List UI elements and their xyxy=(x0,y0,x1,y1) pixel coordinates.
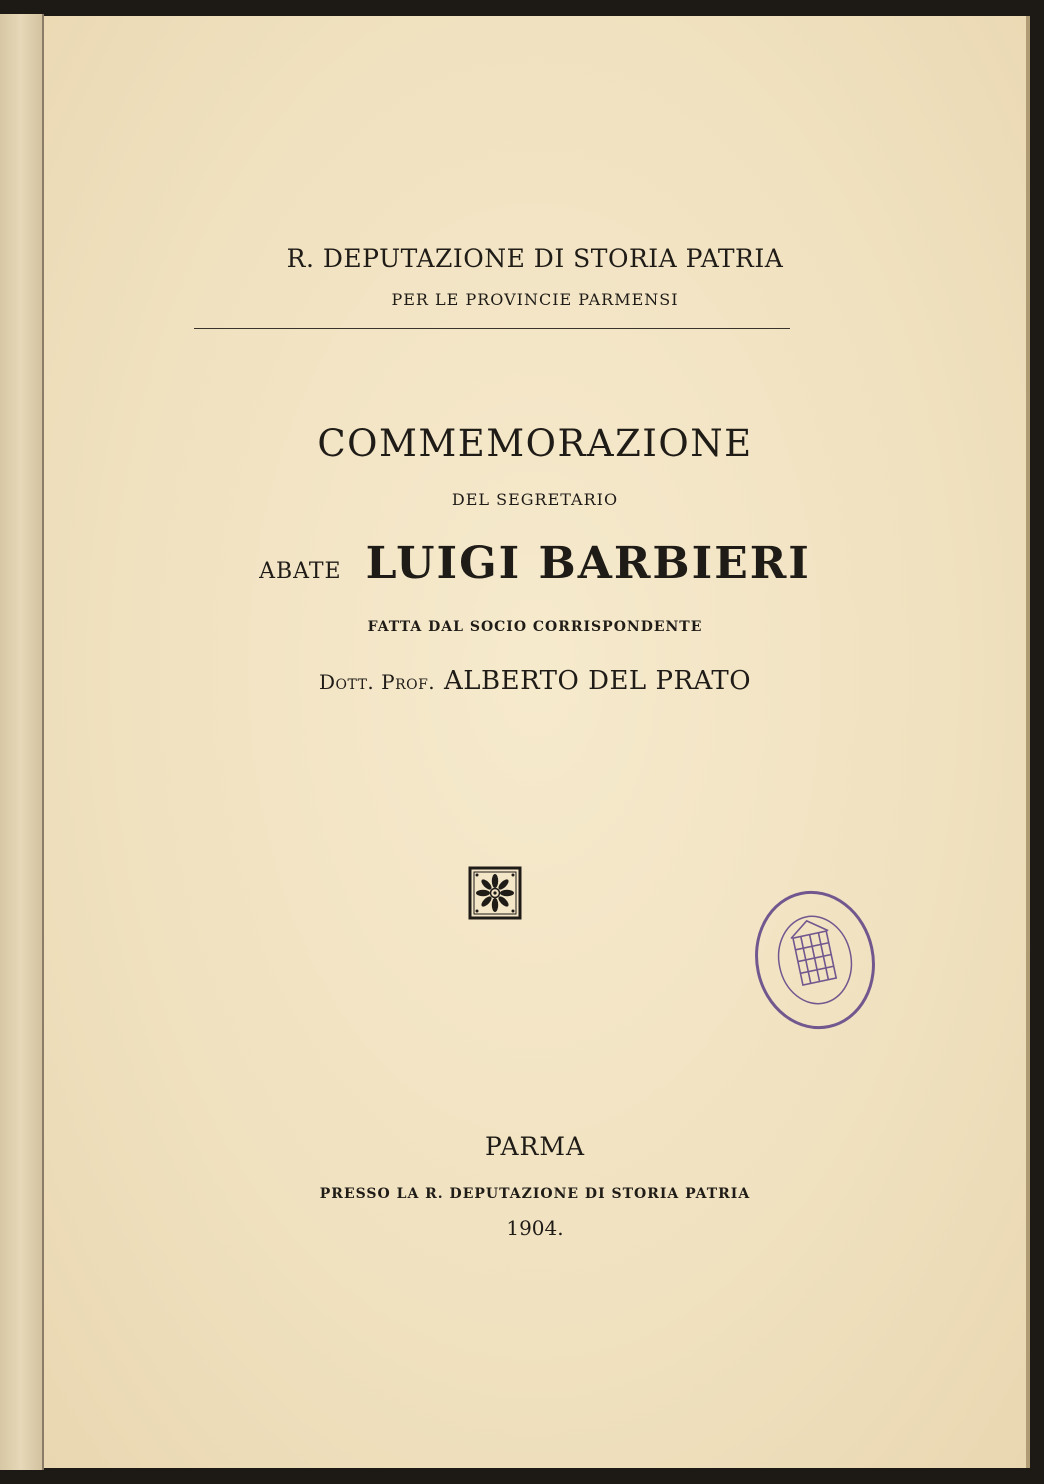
header-line-1: R. DEPUTAZIONE DI STORIA PATRIA xyxy=(286,244,784,273)
library-stamp xyxy=(748,884,882,1036)
title-main: COMMEMORAZIONE xyxy=(317,422,753,465)
subject-prefix: ABATE xyxy=(259,559,342,584)
author-titles: Dott. Prof. xyxy=(318,670,436,694)
page-edge xyxy=(1026,16,1030,1468)
imprint-year: 1904. xyxy=(506,1216,564,1240)
author-intro: FATTA DAL SOCIO CORRISPONDENTE xyxy=(367,619,703,635)
imprint-city: PARMA xyxy=(484,1132,586,1161)
header-line-2: PER LE PROVINCIE PARMENSI xyxy=(391,290,679,309)
rosette-ornament-icon xyxy=(468,866,522,920)
title-page xyxy=(44,16,1026,1468)
imprint-publisher: PRESSO LA R. DEPUTAZIONE DI STORIA PATRIA xyxy=(319,1186,751,1202)
subject-line xyxy=(44,538,1026,589)
author-line xyxy=(44,666,1026,696)
title-sub: DEL SEGRETARIO xyxy=(451,490,619,509)
book-spine-edge xyxy=(0,14,44,1470)
author-name: ALBERTO DEL PRATO xyxy=(443,666,752,696)
subject-name: LUIGI BARBIERI xyxy=(365,538,811,589)
header-divider xyxy=(194,328,790,329)
